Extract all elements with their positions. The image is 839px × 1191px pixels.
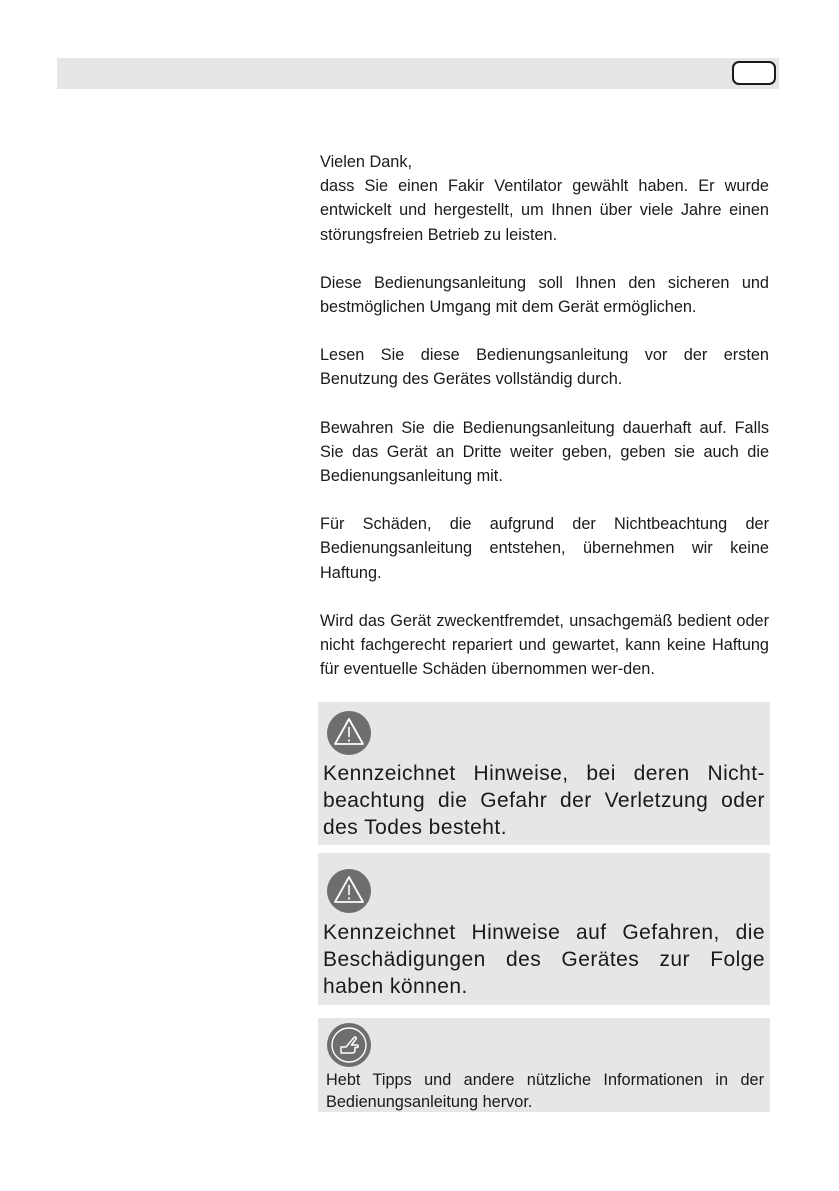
intro-paragraph-5: Für Schäden, die aufgrund der Nichtbeachtung der Bedienungsanleitung entstehen, übernehmen wir keine Haftung.	[320, 515, 769, 582]
intro-paragraph-4: Bewahren Sie die Bedienungsanleitung dauerhaft auf. Falls Sie das Gerät an Dritte weiter geben, geben sie auch die Bedienungsanleitung mit.	[320, 418, 769, 486]
intro-text	[320, 150, 769, 705]
notice-tip	[318, 1018, 770, 1112]
intro-paragraph-1-body: dass Sie einen Fakir Ventilator gewählt haben. Er wurde entwickelt und hergestellt, um Ihnen über viele Jahre einen störungsfreien Betrieb zu leisten.	[320, 177, 769, 244]
intro-paragraph-1	[320, 150, 769, 247]
intro-paragraph-3: Lesen Sie diese Bedienungsanleitung vor der ersten Benutzung des Gerätes vollständig durch.	[320, 346, 769, 389]
notice-caution	[318, 853, 770, 1005]
intro-paragraph-6: Wird das Gerät zweckentfremdet, unsachgemäß bedient oder nicht fachgerecht repariert und gewartet, kann keine Haftung für eventuelle Schäden übernommen wer-den.	[320, 611, 769, 679]
notice-danger	[318, 702, 770, 845]
page-number-tab	[732, 61, 776, 85]
greeting: Vielen Dank,	[320, 153, 413, 171]
warning-triangle-icon	[327, 869, 371, 913]
notice-tip-text: Hebt Tipps und andere nützliche Informationen in der Bedienungsanleitung hervor.	[326, 1071, 764, 1111]
notice-caution-text: Kennzeichnet Hinweise auf Gefahren, die Beschädigungen des Gerätes zur Folge haben können.	[323, 921, 765, 998]
pointing-hand-icon	[327, 1023, 371, 1067]
page-header-bar	[57, 58, 779, 89]
intro-paragraph-2: Diese Bedienungsanleitung soll Ihnen den sicheren und bestmöglichen Umgang mit dem Gerät ermöglichen.	[320, 273, 769, 317]
notice-danger-text: Kennzeichnet Hinweise, bei deren Nicht-beachtung die Gefahr der Verletzung oder des Todes besteht.	[323, 762, 765, 839]
warning-triangle-icon	[327, 711, 371, 755]
